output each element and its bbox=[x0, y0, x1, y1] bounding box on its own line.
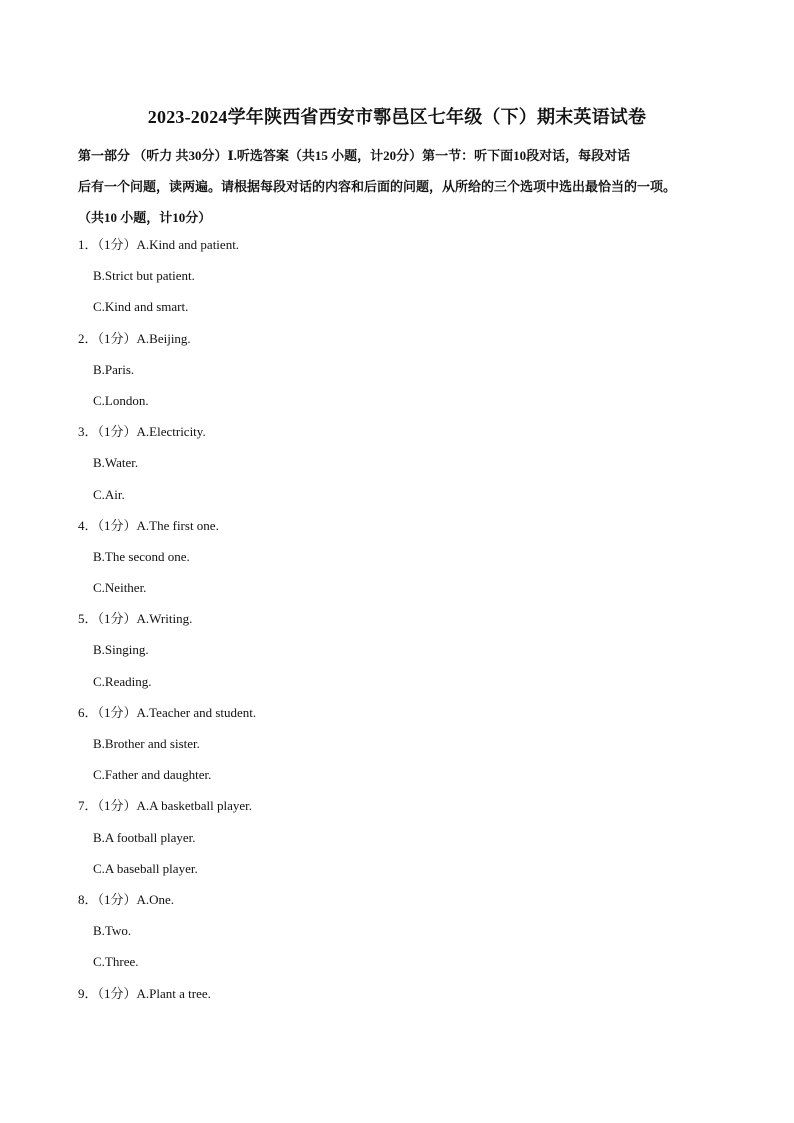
question-number: 4．（1分） bbox=[78, 517, 137, 533]
question-2-option-a bbox=[78, 323, 718, 354]
question-8 bbox=[78, 884, 718, 978]
question-1 bbox=[78, 229, 718, 323]
question-6 bbox=[78, 697, 718, 791]
question-number: 3．（1分） bbox=[78, 424, 137, 440]
question-3-option-b: B.Water. bbox=[93, 455, 139, 471]
question-8-option-c: C.Three. bbox=[93, 954, 139, 970]
question-7-option-c: C.A baseball player. bbox=[93, 860, 198, 876]
section-instructions bbox=[78, 140, 728, 233]
question-number: 1．（1分） bbox=[78, 237, 137, 252]
question-2-option-b: B.Paris. bbox=[93, 361, 135, 377]
question-2 bbox=[78, 323, 718, 417]
question-5-option-a bbox=[78, 603, 718, 634]
question-number: 8．（1分） bbox=[78, 891, 137, 907]
instructions-line-1: 第一部分 （听力 共30分）Ⅰ.听选答案（共15 小题，计20分）第一节：听下面10段对话，每段对话 bbox=[78, 148, 631, 163]
question-6-option-c: C.Father and daughter. bbox=[93, 767, 212, 783]
question-1-option-a bbox=[78, 229, 718, 260]
question-5 bbox=[78, 603, 718, 697]
question-3 bbox=[78, 416, 718, 510]
question-1-option-c: C.Kind and smart. bbox=[93, 299, 189, 315]
page-title: 2023-2024学年陕西省西安市鄠邑区七年级（下）期末英语试卷 bbox=[147, 107, 647, 127]
question-2-option-c: C.London. bbox=[93, 392, 149, 408]
question-8-option-b: B.Two. bbox=[93, 923, 132, 939]
question-3-option-c: C.Air. bbox=[93, 486, 125, 502]
question-6-option-b: B.Brother and sister. bbox=[93, 736, 200, 751]
option-a: A.A basketball player. bbox=[136, 798, 253, 814]
question-5-option-c: C.Reading. bbox=[93, 673, 152, 689]
option-a: A.One. bbox=[136, 891, 175, 907]
option-a: A.Writing. bbox=[136, 611, 193, 627]
question-3-option-a bbox=[78, 416, 718, 447]
question-1-option-b: B.Strict but patient. bbox=[93, 268, 195, 284]
option-a: A.The first one. bbox=[136, 517, 219, 533]
option-a: A.Electricity. bbox=[136, 424, 206, 440]
question-5-option-b: B.Singing. bbox=[93, 642, 149, 658]
option-a: A.Teacher and student. bbox=[136, 704, 257, 720]
question-7-option-a bbox=[78, 790, 718, 821]
option-a: A.Beijing. bbox=[136, 330, 191, 346]
question-number: 7．（1分） bbox=[78, 798, 137, 814]
instructions-line-2: 后有一个问题，读两遍。请根据每段对话的内容和后面的问题，从所给的三个选项中选出最恰当的一项。 bbox=[78, 179, 677, 194]
question-list bbox=[78, 229, 718, 1009]
option-a: A.Plant a tree. bbox=[136, 985, 211, 1001]
question-7-option-b: B.A football player. bbox=[93, 829, 196, 845]
question-8-option-a bbox=[78, 884, 718, 915]
question-number: 2．（1分） bbox=[78, 330, 137, 346]
question-4-option-c: C.Neither. bbox=[93, 580, 147, 596]
question-6-option-a bbox=[78, 697, 718, 728]
question-9-option-a bbox=[78, 978, 718, 1009]
question-4-option-b: B.The second one. bbox=[93, 548, 190, 564]
option-a: A.Kind and patient. bbox=[136, 237, 240, 252]
question-number: 6．（1分） bbox=[78, 704, 137, 720]
question-7 bbox=[78, 790, 718, 884]
instructions-line-3: （共10 小题，计10分） bbox=[78, 210, 212, 225]
question-4 bbox=[78, 510, 718, 604]
question-9 bbox=[78, 978, 718, 1009]
question-number: 9．（1分） bbox=[78, 985, 137, 1001]
question-4-option-a bbox=[78, 510, 718, 541]
question-number: 5．（1分） bbox=[78, 611, 137, 627]
